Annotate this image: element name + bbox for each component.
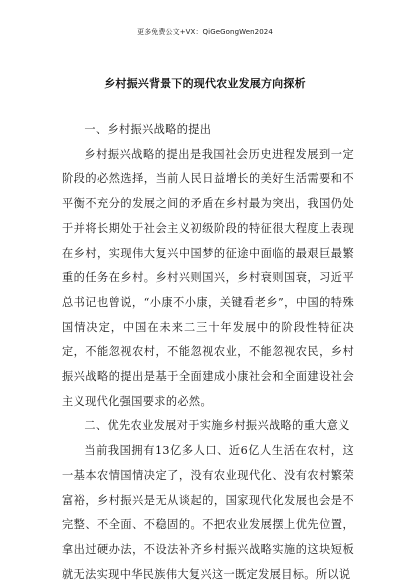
document-title: 乡村振兴背景下的现代农业发展方向探析: [104, 77, 306, 90]
header-note: 更多免费公文+VX：QiGeGongWen2024: [137, 28, 273, 36]
paragraph-1: 乡村振兴战略的提出是我国社会历史进程发展到一定阶段的必然选择，当前人民日益增长的美好生活需要和不平衡不充分的发展之间的矛盾在乡村最为突出，我国仍处于并将长期处于社会主义初级阶段的特征很大程度上表现在乡村，实现伟大复兴中国梦的征途中面临的最艰巨最繁重的任务在乡村。乡村兴则国兴，乡村衰则国衰，习近平总书记也曾说，“小康不小康，关键看老乡”，中国的特殊国情决定，中国在未来二三十年发展中的阶段性特征决定，不能忽视农村，不能忽视农业，不能忽视农民，乡村振兴战略的提出是基于全面建成小康社会和全面建设社会主义现代化强国要求的必然。: [62, 147, 354, 408]
paragraph-2: 当前我国拥有13亿多人口、近6亿人生活在农村，这一基本农情国情决定了，没有农业现代化、没有农村繁荣富裕，乡村振兴是无从谈起的，国家现代化发展也会是不完整、不全面、不稳固的。不把农业发展摆上优先位置，拿出过硬办法，不设法补齐乡村振兴战略实施的这块短板就无法实现中华民族伟大复兴这一既定发展目标。所以说: [62, 444, 354, 581]
section-heading-2: 二、优先农业发展对于实施乡村振兴战略的重大意义: [84, 419, 350, 433]
document-body: [62, 118, 354, 587]
section-heading-1: 一、乡村振兴战略的提出: [84, 123, 212, 136]
